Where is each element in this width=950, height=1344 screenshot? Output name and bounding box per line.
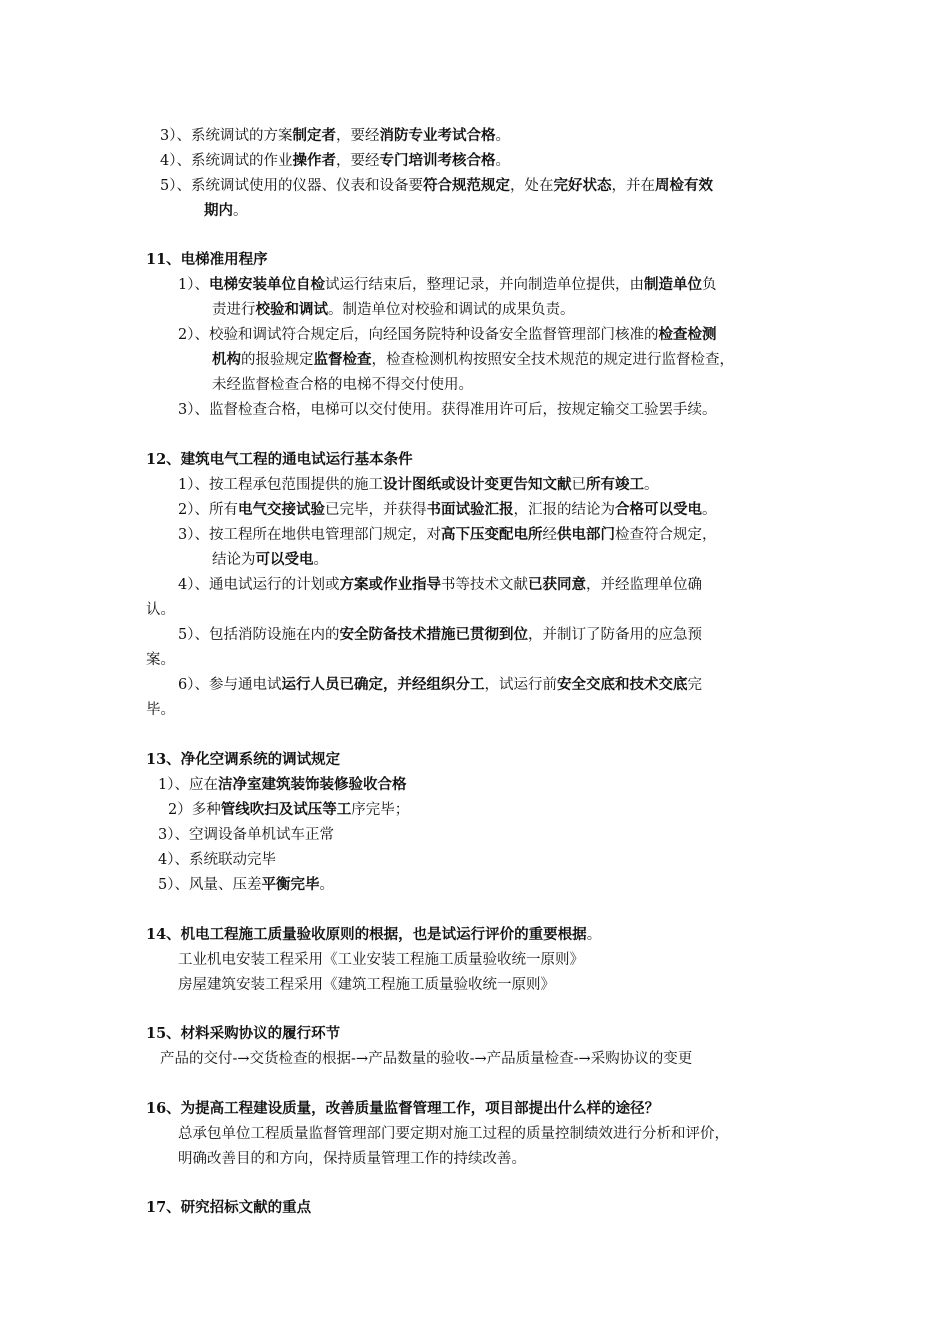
list-item: 5）、风量、压差平衡完毕。 (158, 876, 334, 893)
paragraph-line: 总承包单位工程质量监督管理部门要定期对施工过程的质量控制绩效进行分析和评价， (178, 1126, 729, 1142)
list-item: 3）、按工程所在地供电管理部门规定，对高下压变配电所经供电部门检查符合规定， (178, 526, 717, 543)
list-item: 1）、按工程承包范围提供的施工设计图纸或设计变更告知文献已所有竣工。 (178, 476, 659, 493)
section-heading: 17、研究招标文献的重点 (146, 1199, 312, 1216)
list-item-continuation: 案。 (146, 652, 175, 668)
list-item: 1）、应在洁净室建筑装饰装修验收合格 (158, 776, 407, 793)
list-item: 2）、所有电气交接试验已完毕，并获得书面试验汇报，汇报的结论为合格可以受电。 (178, 501, 717, 518)
list-item: 3）、空调设备单机试车正常 (158, 827, 334, 843)
list-item: 2）、校验和调试符合规定后，向经国务院特种设备安全监督管理部门核准的检查检测 (178, 326, 717, 343)
list-item: 4）、系统调试的作业操作者，要经专门培训考核合格。 (160, 152, 510, 169)
section-heading: 16、为提高工程建设质量，改善质量监督管理工作，项目部提出什么样的途径？ (146, 1100, 660, 1117)
list-item-continuation: 期内。 (204, 202, 248, 219)
list-item-continuation: 毕。 (146, 702, 175, 718)
list-item: 1）、电梯安装单位自检试运行结束后，整理记录，并向制造单位提供，由制造单位负 (178, 276, 717, 293)
list-item: 2）多种管线吹扫及试压等工序完毕； (168, 801, 410, 818)
section-heading: 15、材料采购协议的履行环节 (146, 1025, 341, 1042)
list-item-continuation: 未经监督检查合格的电梯不得交付使用。 (212, 377, 473, 393)
process-flow: 产品的交付-→交货检查的根据-→产品数量的验收-→产品质量检查-→采购协议的变更 (160, 1051, 693, 1067)
list-item: 5）、包括消防设施在内的安全防备技术措施已贯彻到位，并制订了防备用的应急预 (178, 626, 702, 643)
list-item: 3）、监督检查合格，电梯可以交付使用。获得准用许可后，按规定输交工验罢手续。 (178, 402, 717, 418)
section-heading: 14、机电工程施工质量验收原则的根据，也是试运行评价的重要根据。 (146, 926, 602, 943)
list-item-continuation: 认。 (146, 602, 175, 618)
list-item: 4）、系统联动完毕 (158, 852, 276, 868)
list-item: 5）、系统调试使用的仪器、仪表和设备要符合规范规定，处在完好状态，并在周检有效 (160, 177, 713, 194)
paragraph-line: 明确改善目的和方向，保持质量管理工作的持续改善。 (178, 1151, 526, 1167)
list-item-continuation: 责进行校验和调试。制造单位对校验和调试的成果负责。 (212, 301, 575, 318)
list-item: 3）、系统调试的方案制定者，要经消防专业考试合格。 (160, 127, 510, 144)
list-item-continuation: 结论为可以受电。 (212, 551, 328, 568)
list-item-continuation: 机构的报验规定监督检查，检查检测机构按照安全技术规范的规定进行监督检查， (212, 351, 734, 368)
list-item: 4）、通电试运行的计划或方案或作业指导书等技术文献已获同意，并经监理单位确 (178, 576, 702, 593)
list-item: 6）、参与通电试运行人员已确定，并经组织分工，试运行前安全交底和技术交底完 (178, 676, 702, 693)
section-heading: 13、净化空调系统的调试规定 (146, 751, 341, 768)
section-heading: 12、建筑电气工程的通电试运行基本条件 (146, 451, 413, 468)
section-heading: 11、电梯准用程序 (146, 251, 268, 268)
paragraph-line: 房屋建筑安装工程采用《建筑工程施工质量验收统一原则》 (178, 977, 555, 993)
paragraph-line: 工业机电安装工程采用《工业安装工程施工质量验收统一原则》 (178, 952, 584, 968)
